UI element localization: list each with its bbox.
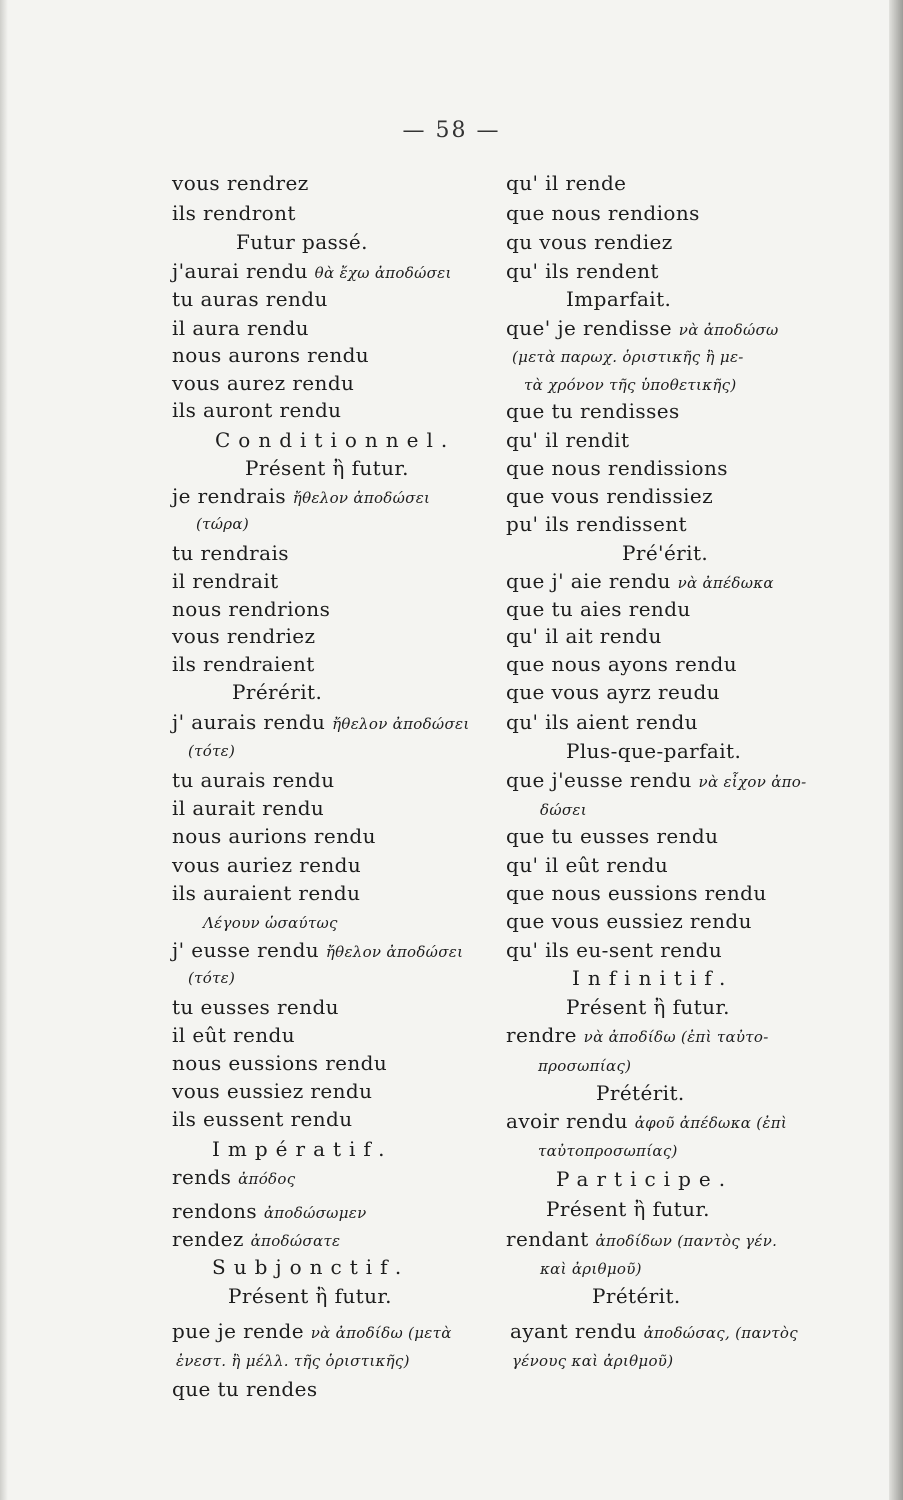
text-line (506, 315, 779, 343)
text-line: il aura rendu (172, 316, 309, 340)
greek-gloss: νὰ ἀπέδωκα (677, 574, 774, 592)
greek-gloss: νὰ ἀποδώσω (678, 321, 779, 339)
french-text: rends (172, 1165, 232, 1189)
text-line: il rendrait (172, 569, 279, 593)
text-line: tu rendrais (172, 541, 289, 565)
page-edge (889, 0, 903, 1500)
greek-gloss: ἀποδώσωμεν (263, 1204, 367, 1222)
text-line: que vous rendissiez (506, 484, 714, 508)
french-text: j'aurai rendu (172, 259, 308, 283)
text-line (172, 258, 452, 286)
greek-gloss: θὰ ἔχω ἀποδώσει (314, 264, 452, 282)
subheading-present-futur: Présent ἢ futur. (245, 456, 409, 480)
text-line: que nous ayons rendu (506, 652, 738, 676)
greek-gloss: (μετὰ παρωχ. ὁριστικῆς ἢ με- (512, 348, 744, 366)
section-heading-infinitif: Infinitif. (572, 966, 734, 990)
greek-gloss: ἤθελον ἀποδώσει (325, 943, 464, 961)
text-line: que nous rendions (506, 201, 700, 225)
text-line: qu vous rendiez (506, 230, 673, 254)
section-heading-imparfait: Imparfait. (566, 287, 672, 311)
text-line (172, 937, 463, 965)
text-line: que tu eusses rendu (506, 824, 719, 848)
text-line: vous eussiez rendu (172, 1079, 373, 1103)
french-text: rendre (506, 1023, 577, 1047)
french-text: avoir rendu (506, 1109, 628, 1133)
text-line: que vous ayrz reudu (506, 680, 720, 704)
french-text: que j'eusse rendu (506, 768, 692, 792)
text-line: nous aurons rendu (172, 343, 370, 367)
text-line (172, 709, 470, 737)
french-text: rendez (172, 1227, 244, 1251)
french-text: pue je rende (172, 1319, 304, 1343)
text-line: qu' ils aient rendu (506, 710, 698, 734)
text-line: vous auriez rendu (172, 853, 362, 877)
greek-gloss: ἀποδώσατε (250, 1232, 341, 1250)
greek-gloss: ἐνεστ. ἢ μέλλ. τῆς ὁριστικῆς) (176, 1352, 410, 1370)
text-line: tu aurais rendu (172, 768, 335, 792)
text-line (506, 767, 807, 795)
text-line: qu' il rendit (506, 428, 630, 452)
subheading-present-futur: Présent ἢ futur. (228, 1284, 392, 1308)
text-line (172, 1164, 295, 1192)
text-line: tu eusses rendu (172, 995, 339, 1019)
text-line: ils rendront (172, 201, 296, 225)
text-line: ils auront rendu (172, 398, 342, 422)
french-text: rendant (506, 1227, 589, 1251)
text-line (172, 483, 430, 511)
text-line: que nous eussions rendu (506, 881, 767, 905)
text-line: il aurait rendu (172, 796, 325, 820)
subheading-present-futur: Présent ἢ futur. (566, 995, 730, 1019)
text-line (510, 1318, 798, 1346)
text-line: qu' ils eu-sent rendu (506, 938, 723, 962)
text-line (172, 1226, 340, 1254)
page-number: — 58 — (402, 118, 501, 143)
page-spine (0, 0, 8, 1500)
french-text: rendons (172, 1199, 258, 1223)
french-text: je rendrais (172, 484, 287, 508)
subheading-present-futur: Présent ἢ futur. (546, 1197, 710, 1221)
french-text: j' aurais rendu (172, 710, 326, 734)
french-text: que' je rendisse (506, 316, 673, 340)
greek-gloss: ἤθελον ἀποδώσει (292, 489, 431, 507)
greek-gloss: ἀποδίδων (παντὸς γέν. (595, 1232, 778, 1250)
text-line: que tu rendes (172, 1377, 318, 1401)
greek-gloss: ταὐτοπροσωπίας) (538, 1142, 678, 1160)
french-text: ayant rendu (510, 1319, 637, 1343)
greek-gloss: ἀφοῦ ἀπέδωκα (ἐπὶ (634, 1114, 788, 1132)
greek-gloss: ἀπόδος (238, 1170, 296, 1188)
section-heading-participe: Participe. (556, 1167, 734, 1191)
section-heading-subjonctif: Subjonctif. (212, 1255, 410, 1279)
section-heading-futur-passe: Futur passé. (236, 230, 368, 254)
section-heading-plus-que-parfait: Plus-que-parfait. (566, 739, 742, 763)
french-text: j' eusse rendu (172, 938, 320, 962)
text-line: ils eussent rendu (172, 1107, 353, 1131)
greek-gloss: νὰ εἶχον ἀπο- (698, 773, 807, 791)
greek-gloss: τὰ χρόνον τῆς ὑποθετικῆς) (524, 376, 737, 394)
text-line (506, 1022, 769, 1050)
text-line: qu' il rende (506, 171, 627, 195)
greek-gloss: προσωπίας) (538, 1057, 632, 1075)
greek-gloss: νὰ ἀποδίδω (μετὰ (310, 1324, 452, 1342)
text-line: qu' il ait rendu (506, 624, 662, 648)
text-line: qu' ils rendent (506, 259, 659, 283)
text-line: pu' ils rendissent (506, 512, 687, 536)
subheading-preterit: Prétérit. (596, 1081, 685, 1105)
text-line: ils rendraient (172, 652, 315, 676)
text-line: que vous eussiez rendu (506, 909, 752, 933)
text-line (506, 1226, 777, 1254)
text-line: que tu aies rendu (506, 597, 691, 621)
text-line: nous aurions rendu (172, 824, 376, 848)
text-line: il eût rendu (172, 1023, 296, 1047)
text-line (506, 568, 774, 596)
subheading-preterit: Prérérit. (232, 680, 323, 704)
greek-gloss: καὶ ἀριθμοῦ) (540, 1260, 642, 1278)
greek-gloss: νὰ ἀποδίδω (ἐπὶ ταὐτο- (583, 1028, 769, 1046)
subheading-preterit: Prétérit. (592, 1284, 681, 1308)
greek-gloss: ἀποδώσας, (παντὸς (643, 1324, 798, 1342)
text-line: vous aurez rendu (172, 371, 355, 395)
text-line: qu' il eût rendu (506, 853, 669, 877)
text-line: que tu rendisses (506, 399, 680, 423)
section-heading-imperatif: Impératif. (212, 1137, 393, 1161)
section-heading-preterit: Pré'érit. (622, 541, 709, 565)
greek-gloss: ἤθελον ἀποδώσει (332, 715, 470, 733)
text-line: vous rendriez (172, 624, 316, 648)
greek-gloss: γένους καὶ ἀριθμοῦ) (512, 1352, 674, 1370)
text-line (506, 1108, 787, 1136)
text-line: ils auraient rendu (172, 881, 361, 905)
greek-gloss: (τώρα) (196, 515, 249, 533)
text-line: nous eussions rendu (172, 1051, 388, 1075)
greek-gloss: δώσει (540, 801, 587, 819)
text-line: que nous rendissions (506, 456, 728, 480)
text-line: vous rendrez (172, 171, 309, 195)
section-heading-conditionnel: Conditionnel. (215, 428, 456, 452)
text-line: nous rendrions (172, 597, 331, 621)
greek-gloss: (τότε) (188, 742, 236, 760)
text-line (172, 1318, 452, 1346)
french-text: que j' aie rendu (506, 569, 671, 593)
greek-gloss: Λέγουν ὡσαύτως (203, 914, 338, 932)
text-line: tu auras rendu (172, 287, 328, 311)
text-line (172, 1198, 367, 1226)
greek-gloss: (τότε) (188, 969, 236, 987)
